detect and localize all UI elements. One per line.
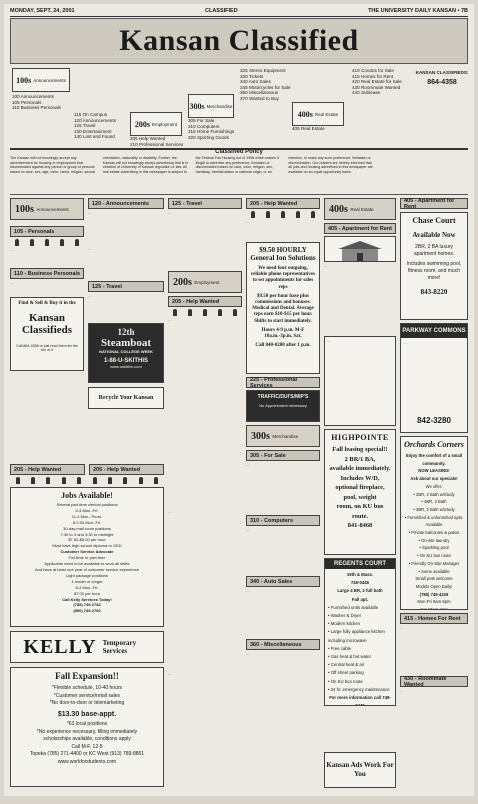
index-link[interactable]: 325 Stereo Equipment xyxy=(240,68,286,73)
column-1 xyxy=(10,198,84,371)
orchards-line: (785) 749-4226 xyxy=(419,591,449,597)
jobs-line: (785) 749-2782 xyxy=(73,602,101,608)
orchards-line: • Sparkling pool xyxy=(419,545,449,551)
for-sale-header: 305 - For Sale xyxy=(246,450,320,461)
regents-line: • Large fully appliance kitchen including microwave xyxy=(328,629,385,643)
orchards-line: Small pets welcome xyxy=(415,576,453,582)
policy-text: The Kansan will not knowingly accept any advertisement for housing or employment that discriminates against any person or group of persons based on race, sex, age, color, creed, religion, sexual orientation, nationality or disability. Further, the Kansan will not knowingly accept advertising that is in violation of University of Kansas regulation or law. All real estate advertising in this newspaper is subject to the Federal Fair Housing Act of 1968 which makes it illegal to advertise any preference, limitation or discrimination based on race, color, religion, sex, handicap, familial status or national origin, or an intention, to make any such preference, limitation or discrimination. Our readers are hereby informed that all jobs and housing advertised in this newspaper are available on an equal opportunity basis. xyxy=(10,156,373,174)
highpointe-line: pool, weight xyxy=(343,493,377,501)
rentals-index-list xyxy=(352,68,402,96)
orchards-line: • Friendly On-Site Manager xyxy=(408,560,460,566)
travel-text: … xyxy=(88,294,92,298)
regents-line: • Washer & Dryer xyxy=(328,613,362,619)
column-3 xyxy=(168,198,242,796)
regents-line: • On KU bus route xyxy=(328,678,363,684)
announcements-text-2: … xyxy=(88,247,92,251)
index-link[interactable]: 345 Motorcycles for Sale xyxy=(240,84,291,90)
regents-court-ad xyxy=(324,558,396,706)
parkway-text: … xyxy=(404,341,408,345)
people-decoration xyxy=(168,307,242,316)
kelly-logo: KELLY xyxy=(23,635,97,658)
kelly-subtitle: Temporary Services xyxy=(102,639,137,655)
issue-date: MONDAY, SEPT. 24, 2001 xyxy=(10,8,75,14)
bottom-left-block xyxy=(10,464,164,787)
index-link[interactable]: 125 Travel xyxy=(74,123,96,129)
page-header-bar xyxy=(10,8,468,17)
fall-line: Call M-F, 12-5 xyxy=(71,743,103,750)
chase-line: Includes swimming pool, fitness room, and much more! xyxy=(406,261,462,281)
orchards-line: • Private balconies & patios xyxy=(408,530,460,536)
ion-line: Call 840-0200 after 1 p.m. xyxy=(255,343,311,349)
travel-index-list xyxy=(74,112,116,140)
orchards-line: NOW LEASING! xyxy=(418,468,450,474)
parkway-commons-ad xyxy=(400,323,468,433)
regents-line: Fall apt. xyxy=(351,596,369,602)
highpointe-lines xyxy=(328,445,392,531)
jobs-line: 30-day mail room positions xyxy=(63,525,111,531)
regents-line: • Free cable xyxy=(328,645,351,651)
index-link[interactable]: 330 Tickets xyxy=(240,73,264,79)
miscellaneous-header: 360 - Miscellaneous xyxy=(246,639,320,650)
index-link[interactable]: 415 Homes for Rent xyxy=(352,73,394,79)
kansan-ads-promo xyxy=(324,752,396,788)
regents-line: For more information call 749-0445 xyxy=(329,695,391,706)
travel-text-col3: … xyxy=(168,211,172,215)
announcements-index-icon[interactable]: 100s Announcements xyxy=(12,68,70,92)
realestate-section-header: 400s Real Estate xyxy=(324,198,396,220)
steamboat-ad[interactable] xyxy=(88,323,164,383)
column-4 xyxy=(246,198,320,692)
chase-line: 2BR, 2 BA luxury apartment homes. xyxy=(413,244,455,257)
regents-line: • Central heat & air xyxy=(328,662,365,668)
regents-line: Large 4 BR, 2 full bath xyxy=(337,588,383,594)
help-wanted-text-col3c: … xyxy=(168,672,172,676)
fall-line: *63 local positions xyxy=(66,721,108,727)
index-link[interactable]: 420 Real Estate for Sale xyxy=(352,79,402,85)
employment-index-icon[interactable]: 200s Employment xyxy=(130,112,182,136)
fall-line: www.workforstudents.com xyxy=(57,758,117,765)
kansan-ads-text: Kansan Ads Work For You xyxy=(326,761,394,778)
people-decoration xyxy=(246,209,320,218)
general-ion-ad xyxy=(246,242,320,374)
index-link[interactable]: 315 Home Furnishings xyxy=(188,129,235,135)
jobs-line: $7.00 per hour xyxy=(73,590,101,596)
computers-header: 310 - Computers xyxy=(246,515,320,526)
jobs-line: 8-4 Mon.-Fri. xyxy=(75,584,99,590)
orchards-corners-ad xyxy=(400,436,468,610)
jobs-line: 8-2:30 Mon.-Fri. xyxy=(72,519,102,525)
highpointe-line: room, on KU bus xyxy=(336,503,384,510)
steamboat-phone: 1-88-U-SKITHIS xyxy=(103,358,148,364)
hearts-decoration xyxy=(10,237,84,246)
regents-lines xyxy=(325,569,395,706)
jobs-line: Must have high school diploma or GED xyxy=(52,543,122,549)
jobs-line: 7:30 to 3 and 3:30 to midnight xyxy=(60,531,114,537)
homes-for-rent-header: 415 - Homes For Rent xyxy=(400,613,468,624)
section-name: CLASSIFIED xyxy=(204,8,238,14)
steamboat-site: www.uskithis.com xyxy=(110,364,142,369)
misc-index-list xyxy=(240,68,291,102)
masthead-title: Kansan Classified xyxy=(119,24,359,57)
for-sale-text: … xyxy=(246,463,250,467)
jobs-line: Several part-time clerical positions xyxy=(56,502,118,507)
highpointe-line: 2 BR/1 BA, xyxy=(344,455,376,463)
orchards-line: • Some available xyxy=(418,568,450,574)
jobs-line: $7.50-$8.00 per hour xyxy=(68,537,106,543)
column-2 xyxy=(88,198,164,409)
people-decoration xyxy=(10,475,164,484)
jobs-line: 11-4 Mon.-Thurs. xyxy=(71,513,103,519)
miscellaneous-text: … xyxy=(246,652,250,656)
orchards-line: We offer: xyxy=(425,483,443,489)
classified-policy xyxy=(10,150,468,195)
index-link[interactable]: 140 Lost and Found xyxy=(74,134,115,140)
steamboat-line3: NATIONAL COLLEGE WEEK xyxy=(99,349,153,354)
regents-line: • Gas heat & hot water xyxy=(328,654,372,660)
kelly-services-ad xyxy=(10,631,164,663)
personals-text: … xyxy=(10,248,14,252)
house-icon xyxy=(330,239,390,261)
orchards-line: Enjoy the comfort of a small community. xyxy=(405,453,463,466)
masthead xyxy=(10,18,468,64)
help-wanted-header-left: 205 - Help Wanted xyxy=(10,464,85,475)
index-link[interactable]: 130 Entertainment xyxy=(74,128,112,134)
recycle-ad xyxy=(88,387,164,409)
index-link[interactable]: 405 Real Estate xyxy=(292,126,325,131)
roommate-wanted-text: … xyxy=(400,689,404,693)
column-5 xyxy=(324,198,396,706)
chase-name: Chase Court xyxy=(412,216,456,225)
find-sell-line2: Kansan Classifieds xyxy=(21,312,73,336)
regents-line: • Furnished units available xyxy=(328,604,379,610)
regents-line: 749-0445 xyxy=(350,580,370,586)
newspaper-page xyxy=(4,4,474,796)
realestate-index-icon[interactable]: 400s Real Estate xyxy=(292,102,344,126)
ion-line: We need four outgoing, reliable phone representatives to set appointments for sales reps xyxy=(251,266,315,290)
parkway-name: PARKWAY COMMONS xyxy=(401,324,467,338)
traffic-sub: No Appointment necessary xyxy=(259,403,307,408)
orchards-line: Ask about our specials! xyxy=(410,476,458,482)
index-link[interactable]: 120 Announcements xyxy=(74,117,116,123)
index-link[interactable]: 110 Business Personals xyxy=(12,105,61,111)
traffic-title: TRAFFIC/DUI'S/MIP'S xyxy=(257,394,309,400)
auto-sales-header: 340 - Auto Sales xyxy=(246,576,320,587)
chase-court-ad xyxy=(400,212,468,320)
employment-section-header: 200s Employment xyxy=(168,271,242,293)
help-wanted-header-left-2: 205 - Help Wanted xyxy=(89,464,164,475)
orchards-line: • On-site laundry xyxy=(418,537,450,543)
orchards-lines xyxy=(404,452,464,610)
fall-line: *Customer service/retail sales xyxy=(53,692,121,699)
computers-text: … xyxy=(246,528,250,532)
classified-index xyxy=(10,64,468,150)
orchards-line: Sat 10am-4pm xyxy=(420,607,448,610)
regents-line: • 24 hr. emergency maintenance xyxy=(328,686,390,692)
steamboat-line2: Steamboat xyxy=(100,337,152,349)
commons-ad xyxy=(324,336,396,426)
ion-line: Hours 4-9 p.m. M-F 10a.m.-3p.m. Sat. xyxy=(261,327,305,340)
help-wanted-header-col4: 205 - Help Wanted xyxy=(246,198,320,209)
fall-line: Topeka (785) 271-4400 or KC West (913) 789-8861 xyxy=(29,751,145,757)
index-link[interactable]: 115 On Campus xyxy=(74,112,108,117)
index-link[interactable]: 100 Announcements xyxy=(12,94,54,99)
index-link[interactable]: 440 Sublease xyxy=(352,90,381,96)
jobs-line: 9-3 Mon.-Fri. xyxy=(75,507,99,513)
merchandise-section-header: 300s Merchandise xyxy=(246,425,320,447)
help-wanted-header-col3: 205 - Help Wanted xyxy=(168,296,242,307)
orchards-line: Models Open Daily! xyxy=(415,583,453,589)
orchards-line: Mon-Fri 9am-5pm xyxy=(417,599,451,605)
index-link[interactable]: 305 For Sale xyxy=(188,118,215,123)
jobs-lines xyxy=(14,502,160,614)
jobs-line: Full-time or part-time xyxy=(68,555,106,561)
fall-line: *Flexible schedule, 10-40 hours xyxy=(51,685,123,691)
fall-lines xyxy=(14,685,160,766)
apartment-for-rent-header-col6: 405 - Apartment for Rent xyxy=(400,198,468,209)
merchandise-index-list xyxy=(188,118,234,140)
travel-header: 125 - Travel xyxy=(88,281,164,292)
ion-title: $9.50 HOURLY General Ion Solutions xyxy=(250,246,316,262)
announcements-index-list xyxy=(12,94,61,111)
steamboat-line1: 12th xyxy=(117,327,135,337)
index-link[interactable]: 370 Wanted to Buy xyxy=(240,95,279,101)
index-link[interactable]: 210 Professional Services xyxy=(130,141,184,147)
index-link[interactable]: 430 Roommate Wanted xyxy=(352,84,401,90)
index-link[interactable]: 105 Personals xyxy=(12,99,42,105)
commons-text: … xyxy=(327,339,331,343)
announcements-text: … xyxy=(88,211,92,215)
fall-line: scholarships available, conditions apply xyxy=(43,736,131,742)
jobs-available-ad xyxy=(10,487,164,627)
merchandise-index-icon[interactable]: 300s Merchandise xyxy=(188,94,234,118)
announcements-header: 120 - Announcements xyxy=(88,198,164,209)
jobs-line: Light package positions xyxy=(66,572,108,578)
index-link[interactable]: 310 Computers xyxy=(188,123,220,129)
orchards-line: • 4BR, 3 Bath xyxy=(421,499,447,505)
business-personals-text: … xyxy=(10,281,14,285)
orchards-line: • 2BR, 2 Bath w/Study xyxy=(413,491,455,497)
homes-for-rent-text: … xyxy=(400,626,404,630)
phone-label: KANSAN CLASSIFIEDS: xyxy=(415,70,469,75)
jobs-line: And have at least one year of customer service experience xyxy=(34,566,140,572)
professional-services-header: 225 - Professional Services xyxy=(246,377,320,388)
highpointe-line: Includes W/D, xyxy=(340,474,380,482)
column-6 xyxy=(400,198,468,725)
ion-line: $9.50 per hour base plus commissions and bonuses. Medical and Dental. Average reps earn $10-$15 per hour. Shifts to start immediately. xyxy=(252,293,314,324)
realestate-index-list xyxy=(292,126,325,132)
regents-line: 19th & Mass. xyxy=(346,572,374,577)
traffic-dui-ad xyxy=(246,390,320,422)
help-wanted-text-col3: … xyxy=(168,318,172,322)
fall-line: $13.30 base-appt. xyxy=(57,710,117,718)
roommate-wanted-header: 430 - Roommate Wanted xyxy=(400,676,468,687)
find-sell-ad xyxy=(10,297,84,371)
jobs-line: (800) 749-2782 xyxy=(73,608,101,614)
fall-title: Fall Expansion!! xyxy=(55,671,119,681)
apartment-for-rent-header: 405 - Apartment for Rent xyxy=(324,223,396,234)
regents-name: REGENTS COURT xyxy=(325,559,395,569)
help-wanted-text-col3b: … xyxy=(168,510,172,514)
orchards-line: • Furnished & unfurnished apts. Available xyxy=(404,514,464,528)
help-wanted-text-col4: … xyxy=(246,220,250,224)
fall-expansion-ad xyxy=(10,667,164,787)
highpointe-name: HIGHPOINTE xyxy=(331,433,389,442)
business-personals-header: 110 - Business Personals xyxy=(10,268,84,279)
house-illustration xyxy=(324,236,396,262)
travel-header-col3: 125 - Travel xyxy=(168,198,242,209)
fall-line: *No experience necessary, filling immediately xyxy=(36,728,138,735)
recycle-text: Recycle Your Kansan xyxy=(98,395,154,401)
index-link[interactable]: 410 Condos for Sale xyxy=(352,68,394,73)
find-sell-line3: Call 864-4358 or just read them for the fun of it xyxy=(16,344,78,352)
jobs-line: Call Kelly Services Today! xyxy=(62,596,112,602)
fall-line: *No door-to-door or telemarketing xyxy=(49,700,125,706)
auto-sales-text: … xyxy=(246,589,250,593)
highpointe-line: optional fireplace, xyxy=(335,484,385,491)
index-link[interactable]: 340 Auto Sales xyxy=(240,79,271,85)
index-link[interactable]: 360 Miscellaneous xyxy=(240,90,279,96)
policy-title: Classified Policy xyxy=(215,149,263,155)
apartment-text: … xyxy=(324,264,328,268)
highpointe-line: available immediately. xyxy=(329,465,391,472)
jobs-line: Customer Service Advocate xyxy=(60,549,114,555)
regents-line: • Modern kitchen xyxy=(328,621,361,627)
jobs-line: 1 month or longer xyxy=(71,578,103,584)
chase-line: Available Now xyxy=(412,231,456,239)
phone-number[interactable]: 864-4358 xyxy=(427,79,457,86)
highpointe-line: route. xyxy=(351,512,369,520)
jobs-line: Applicants need to be available to work all shifts xyxy=(44,561,130,567)
orchards-line: • On KU bus route xyxy=(417,553,451,559)
orchards-line: • 3BR, 2 Bath w/Study xyxy=(413,506,455,512)
index-link[interactable]: 320 Sporting Goods xyxy=(188,134,229,140)
index-link[interactable]: 205 Help Wanted xyxy=(130,136,166,141)
classifieds-contact xyxy=(412,70,472,86)
highpointe-line: Fall leasing special!! xyxy=(332,446,388,453)
find-sell-line1: Find & Sell & Buy it in the xyxy=(18,301,76,306)
orchards-name: Orchards Corners xyxy=(404,440,464,449)
regents-line: • Off street parking xyxy=(328,670,364,676)
highpointe-ad xyxy=(324,429,396,555)
parkway-phone: 842-3280 xyxy=(417,416,451,425)
highpointe-line: 841-8468 xyxy=(347,522,373,529)
announcements-section-header: 100s Announcements xyxy=(10,198,84,220)
page-number: THE UNIVERSITY DAILY KANSAN • 7B xyxy=(368,8,468,14)
employment-index-list xyxy=(130,136,183,147)
jobs-title: Jobs Available! xyxy=(61,491,113,500)
personals-header: 105 - Personals xyxy=(10,226,84,237)
chase-phone: 843-8220 xyxy=(420,288,448,296)
